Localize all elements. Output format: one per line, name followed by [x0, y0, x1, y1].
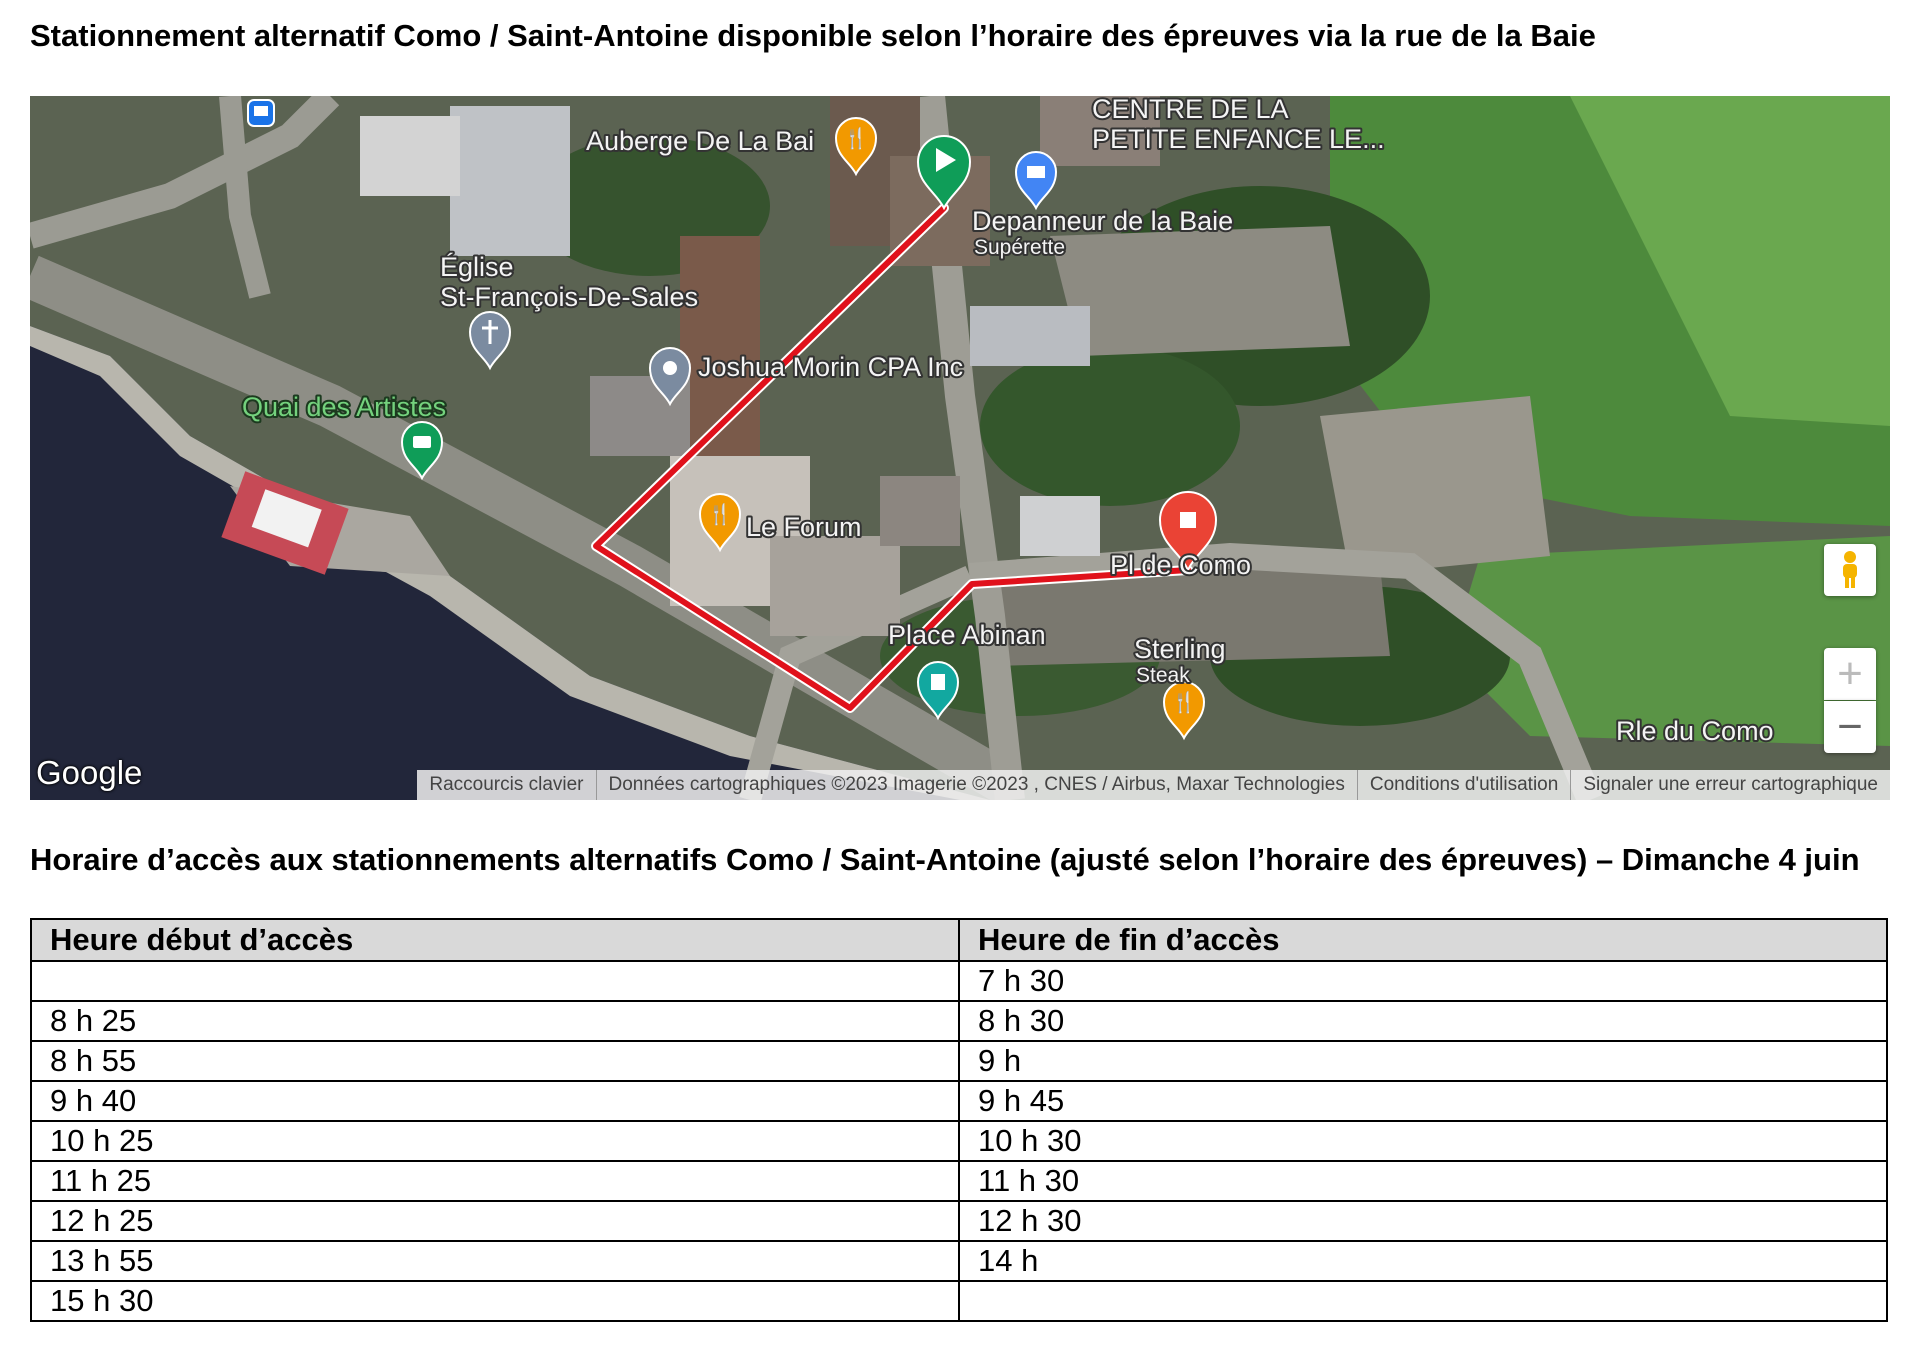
label-centre-1: CENTRE DE LA — [1092, 96, 1289, 124]
table-row — [31, 1281, 1887, 1321]
table-row — [31, 1081, 1887, 1121]
header-end-time: Heure de fin d’accès — [959, 919, 1887, 961]
schedule-table — [30, 918, 1888, 1322]
start-time-cell: 13 h 55 — [31, 1241, 959, 1281]
end-time-cell: 9 h — [959, 1041, 1887, 1081]
label-forum: Le Forum — [746, 512, 862, 542]
start-time-cell: 15 h 30 — [31, 1281, 959, 1321]
end-time-cell: 7 h 30 — [959, 961, 1887, 1001]
header-start-time: Heure début d’accès — [31, 919, 959, 961]
keyboard-shortcuts-link[interactable]: Raccourcis clavier — [429, 774, 584, 795]
table-row — [31, 1241, 1887, 1281]
start-time-cell: 10 h 25 — [31, 1121, 959, 1161]
table-row — [31, 1001, 1887, 1041]
table-row — [31, 1161, 1887, 1201]
start-time-cell — [31, 961, 959, 1001]
terms-of-use-link[interactable]: Conditions d'utilisation — [1357, 770, 1570, 800]
page-title: Stationnement alternatif Como / Saint-Antoine disponible selon l’horaire des épreuves via la rue de la Baie — [30, 18, 1596, 53]
end-time-cell: 12 h 30 — [959, 1201, 1887, 1241]
label-steak: Steak — [1136, 664, 1190, 687]
table-row — [31, 1041, 1887, 1081]
label-centre-2: PETITE ENFANCE LE... — [1092, 124, 1385, 154]
start-time-cell: 12 h 25 — [31, 1201, 959, 1241]
table-row — [31, 1201, 1887, 1241]
end-time-cell: 14 h — [959, 1241, 1887, 1281]
end-time-cell: 11 h 30 — [959, 1161, 1887, 1201]
label-abinan: Place Abinan — [888, 620, 1046, 650]
end-time-cell — [959, 1281, 1887, 1321]
label-superette: Supérette — [974, 236, 1066, 259]
map-data-credit: Données cartographiques ©2023 Imagerie ©2023 , CNES / Airbus, Maxar Technologies — [596, 770, 1357, 800]
pegman-icon — [1837, 550, 1863, 590]
google-logo: Google — [36, 754, 143, 791]
bus-stop-icon — [248, 100, 274, 126]
start-time-cell: 9 h 40 — [31, 1081, 959, 1121]
zoom-in-button[interactable]: + — [1824, 648, 1876, 700]
label-auberge: Auberge De La Bai — [586, 126, 815, 156]
schedule-title: Horaire d’accès aux stationnements alternatifs Como / Saint-Antoine (ajusté selon l’horaire des épreuves) – Dimanche 4 juin — [30, 842, 1860, 877]
label-eglise-1: Église — [440, 252, 514, 282]
svg-text:🍴: 🍴 — [1171, 690, 1197, 714]
start-time-cell: 8 h 25 — [31, 1001, 959, 1041]
label-eglise-2: St-François-De-Sales — [440, 282, 699, 312]
label-joshua: Joshua Morin CPA Inc — [698, 352, 964, 382]
label-como: Pl de Como — [1110, 550, 1252, 580]
start-time-cell: 11 h 25 — [31, 1161, 959, 1201]
table-row — [31, 961, 1887, 1001]
label-sterling: Sterling — [1134, 634, 1226, 664]
map-view[interactable] — [30, 96, 1890, 800]
label-rle-como: Rle du Como — [1616, 716, 1774, 746]
svg-text:🍴: 🍴 — [843, 126, 869, 150]
street-view-pegman-icon[interactable] — [1824, 544, 1876, 596]
table-header-row — [31, 919, 1887, 961]
end-time-cell: 8 h 30 — [959, 1001, 1887, 1041]
end-time-cell: 9 h 45 — [959, 1081, 1887, 1121]
label-depanneur: Depanneur de la Baie — [972, 206, 1234, 236]
start-time-cell: 8 h 55 — [31, 1041, 959, 1081]
map-attribution-bar — [417, 770, 1890, 800]
end-time-cell: 10 h 30 — [959, 1121, 1887, 1161]
zoom-out-button[interactable]: − — [1824, 701, 1876, 753]
label-quai: Quai des Artistes — [242, 392, 447, 422]
table-row — [31, 1121, 1887, 1161]
satellite-map[interactable] — [30, 96, 1890, 800]
report-error-link[interactable]: Signaler une erreur cartographique — [1570, 770, 1890, 800]
svg-text:🍴: 🍴 — [707, 502, 733, 526]
